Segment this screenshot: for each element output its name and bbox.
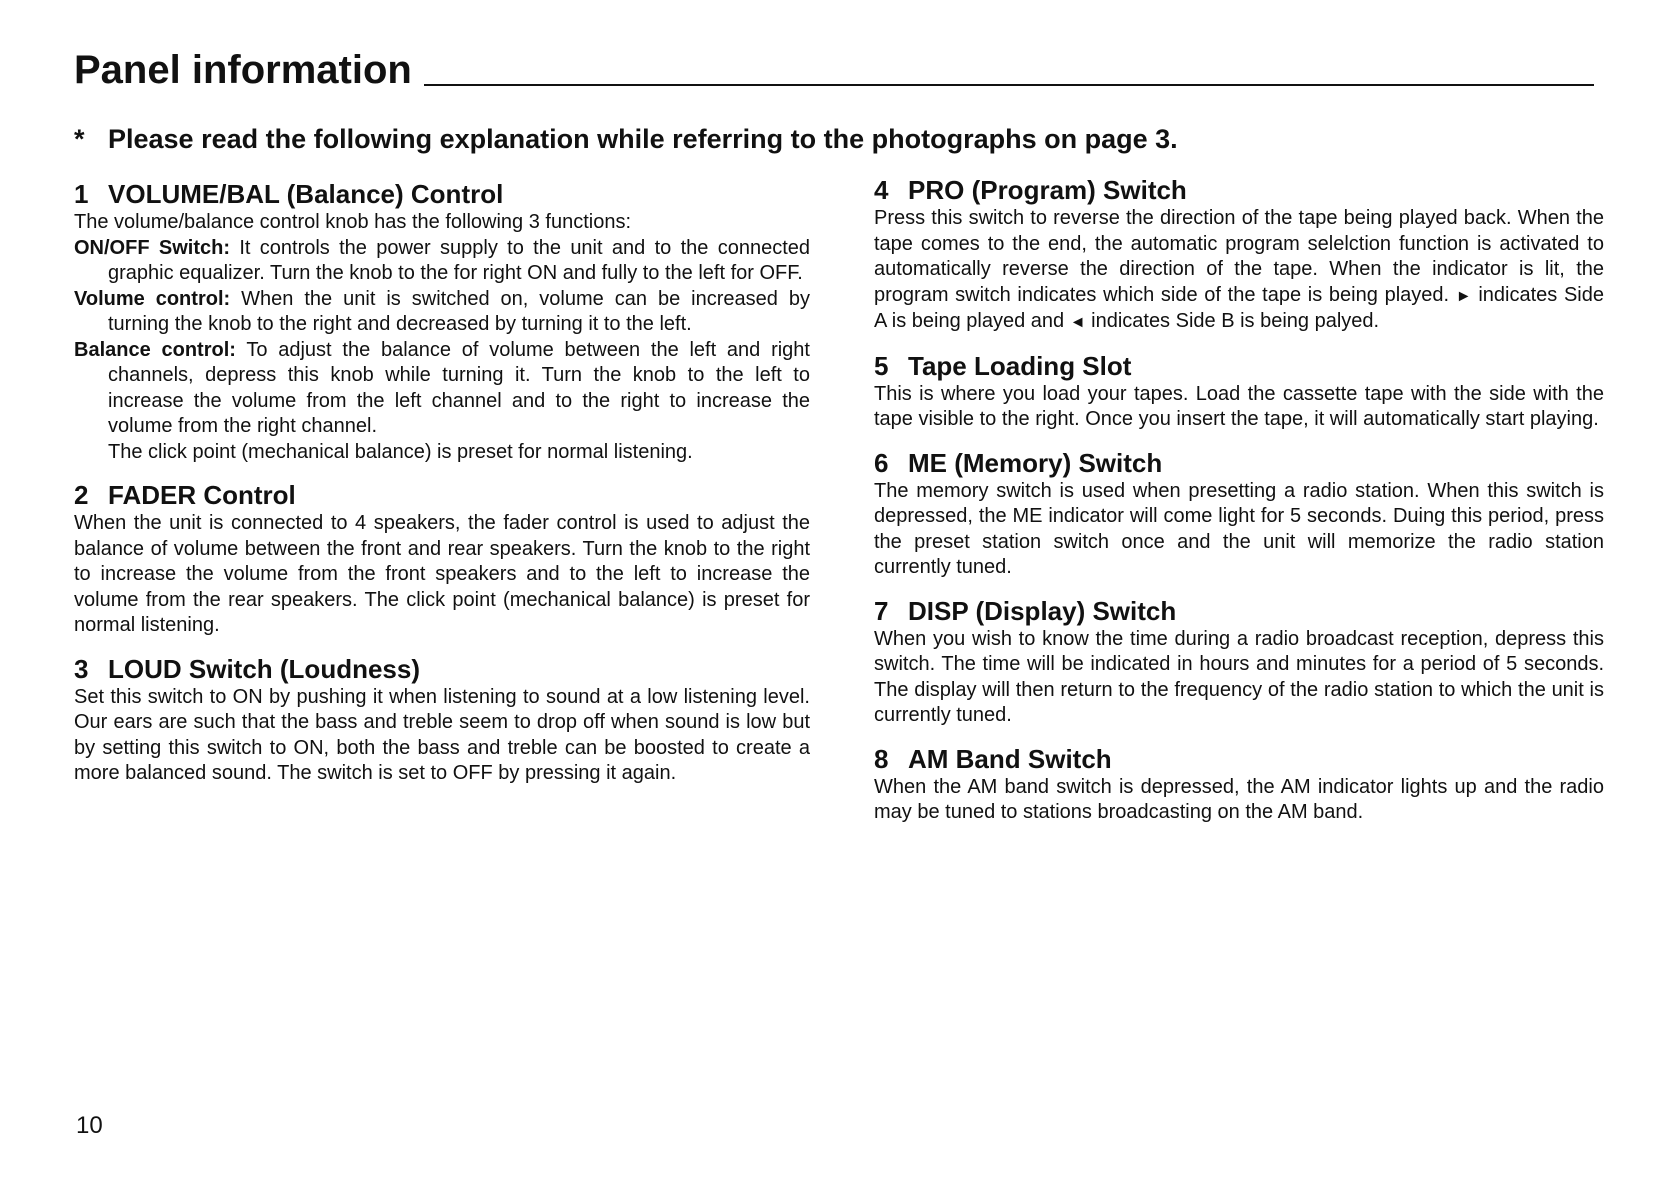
section-heading — [74, 479, 810, 511]
section-memory — [874, 447, 1604, 581]
section-volume-bal — [74, 178, 810, 465]
play-reverse-icon: ◄ — [1069, 314, 1086, 331]
function-label: ON/OFF Switch: — [74, 236, 230, 259]
page-title: Panel information — [74, 48, 412, 92]
section-fader — [74, 479, 810, 639]
note-asterisk: * — [74, 124, 85, 154]
section-title: DISP (Display) Switch — [908, 595, 1177, 626]
section-number: 3 — [74, 653, 89, 684]
section-title: AM Band Switch — [908, 743, 1112, 774]
left-column — [74, 178, 810, 801]
reading-note — [74, 124, 1178, 155]
section-number: 7 — [874, 595, 889, 626]
body-text-c: indicates Side B is being palyed. — [1091, 310, 1380, 332]
section-heading — [874, 350, 1604, 382]
section-number: 1 — [74, 179, 89, 209]
section-number: 8 — [874, 743, 889, 774]
section-heading — [874, 743, 1604, 775]
section-body: When the AM band switch is depressed, the AM indicator lights up and the radio may be tuned to stations broadcasting on the AM band. — [874, 775, 1604, 823]
balance-control-item — [74, 338, 810, 440]
section-title: FADER Control — [108, 480, 296, 510]
function-label: Balance control: — [74, 338, 236, 361]
section-heading — [74, 653, 810, 685]
section-heading — [874, 174, 1604, 206]
note-text: Please read the following explanation while referring to the photographs on page 3. — [108, 124, 1178, 154]
section-body: This is where you load your tapes. Load the cassette tape with the side with the tape visible to the right. Once you insert the tape, it will automatically start playing. — [874, 382, 1604, 430]
right-column — [874, 174, 1604, 840]
section-heading — [874, 447, 1604, 479]
section-number: 6 — [874, 447, 889, 478]
section-body: Set this switch to ON by pushing it when listening to sound at a low listening level. Our ears are such that the bass and treble seem to drop off when sound is low but by setting this switch to ON, both the bass and treble can be boosted to create a more balanced sound. The switch is set to OFF by pressing it again. — [74, 685, 810, 784]
function-text: To adjust the balance of volume between the left and right channels, depress this knob while turning it. Turn the knob to the left to increase the volume from the left channel and to the right to increase the volume from the right channel. — [108, 338, 810, 437]
page-header — [74, 50, 1594, 90]
section-body: When the unit is connected to 4 speakers, the fader control is used to adjust the balance of volume between the front and rear speakers. Turn the knob to the right to increase the volume from the front speakers and to the left to increase the volume from the rear speakers. The click point (mechanical balance) is preset for normal listening. — [74, 512, 810, 636]
onoff-switch-item — [74, 236, 810, 287]
section-heading — [74, 178, 810, 210]
section-body — [874, 206, 1604, 336]
section-body: When you wish to know the time during a radio broadcast reception, depress this switch. The time will be indicated in hours and minutes for a period of 5 seconds. The display will then return to the frequency of the radio station to which the unit is currently tuned. — [874, 627, 1604, 726]
section-title: LOUD Switch (Loudness) — [108, 653, 420, 684]
section-number: 4 — [874, 175, 889, 205]
section-am-band — [874, 743, 1604, 826]
section-intro: The volume/balance control knob has the following 3 functions: — [74, 211, 632, 233]
section-title: VOLUME/BAL (Balance) Control — [108, 179, 504, 209]
section-body: The memory switch is used when presetting a radio station. When this switch is depressed, the ME indicator will come light for 5 seconds. Duing this period, press the preset station switch once and the unit will memorize the radio station currently tuned. — [874, 479, 1604, 578]
section-heading — [874, 595, 1604, 627]
section-title: ME (Memory) Switch — [908, 447, 1163, 478]
section-number: 5 — [874, 350, 889, 381]
section-title: PRO (Program) Switch — [908, 175, 1187, 205]
section-tape-slot — [874, 350, 1604, 433]
body-text-a: Press this switch to reverse the direction of the tape being played back. When the tape comes to the end, the automatic program selelction function is activated to automatically reverse the direction of the tape. When the indicator is lit, the program switch indicates which side of the tape is being played. — [874, 207, 1604, 306]
section-title: Tape Loading Slot — [908, 350, 1132, 381]
play-forward-icon: ► — [1455, 287, 1472, 305]
function-text: It controls the power supply to the unit and to the connected graphic equalizer. Turn the knob to the for right ON and fully to the left for OFF. — [108, 236, 811, 284]
function-label: Volume control: — [74, 287, 231, 310]
section-loud — [74, 653, 810, 787]
body-text-b: indicates Side A is being played and — [874, 283, 1604, 332]
page-number: 10 — [76, 1112, 103, 1139]
section-display — [874, 595, 1604, 729]
title-rule — [424, 84, 1594, 86]
section-pro — [874, 174, 1604, 336]
section-number: 2 — [74, 480, 89, 510]
volume-control-item — [74, 287, 810, 338]
function-text: When the unit is switched on, volume can be increased by turning the knob to the right and decreased by turning it to the left. — [108, 287, 810, 335]
balance-note: The click point (mechanical balance) is preset for normal listening. — [108, 440, 693, 463]
